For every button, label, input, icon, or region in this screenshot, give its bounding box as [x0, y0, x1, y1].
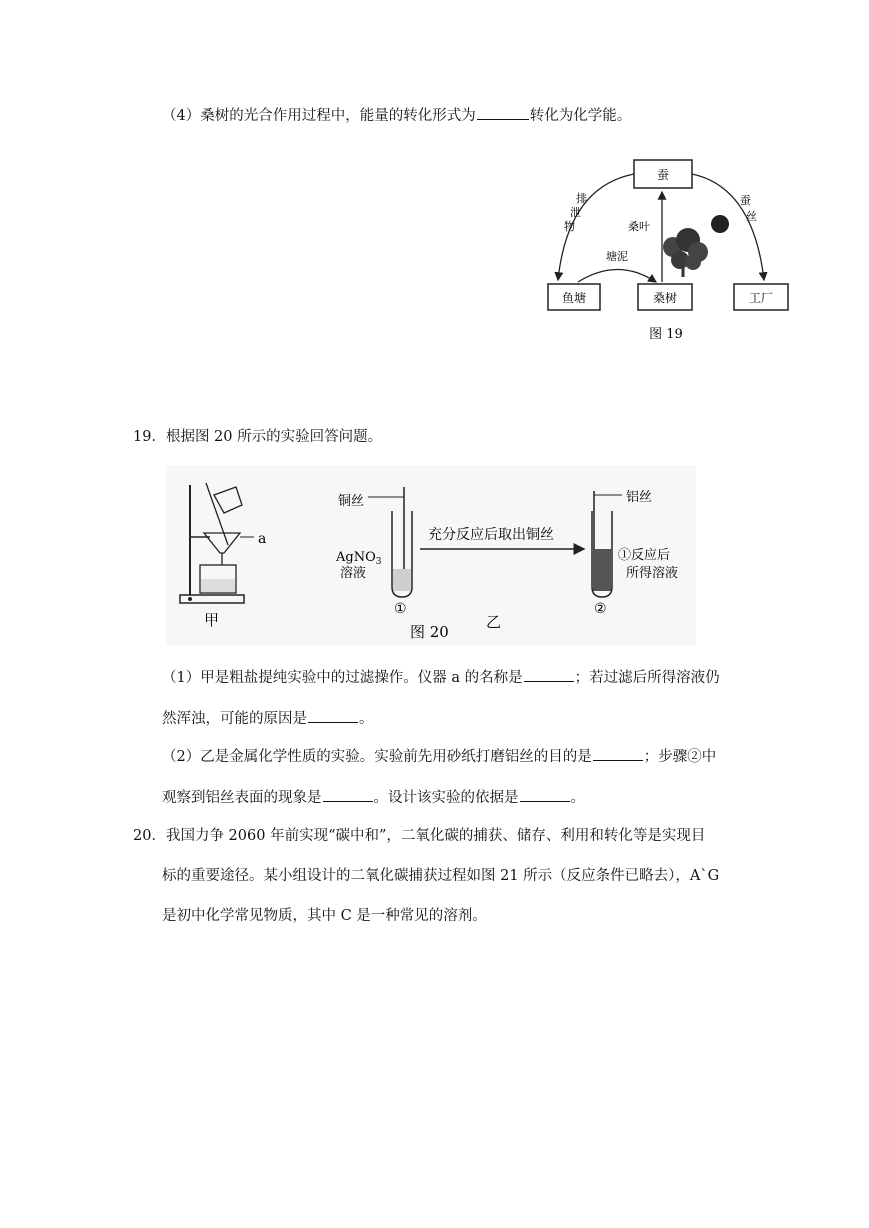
label-aluminum-wire: 铝丝	[626, 490, 653, 505]
q19-sub2-text-3: 观察到铝丝表面的现象是	[162, 790, 322, 806]
q20-line1: 20．我国力争 2060 年前实现“碳中和”，二氧化碳的捕获、储存、利用和转化等是实现目	[133, 828, 706, 844]
label-solution: 溶液	[340, 566, 367, 581]
label-jia: 甲	[204, 611, 220, 629]
q19-sub2-line1	[162, 746, 716, 767]
q19-sub1-text-3: 然浑浊，可能的原因是	[162, 711, 307, 727]
node-fishpond-label: 鱼塘	[561, 291, 587, 305]
answer-blank[interactable]	[477, 105, 529, 120]
answer-blank[interactable]	[323, 787, 373, 802]
test-tube-2-solution	[593, 549, 611, 591]
q19-sub1-line2	[162, 708, 374, 729]
label-step-1: ①	[394, 601, 407, 617]
sun-icon	[711, 215, 729, 233]
figure-20-svg	[166, 465, 696, 645]
arc-left-char-2: 泄	[570, 206, 581, 219]
q19-sub1-line1	[162, 667, 720, 688]
answer-blank[interactable]	[524, 667, 574, 682]
figure-20	[166, 465, 696, 645]
answer-blank[interactable]	[593, 746, 643, 761]
label-result-2: 所得溶液	[626, 566, 679, 581]
label-mulberry-leaf: 桑叶	[628, 220, 650, 233]
answer-blank[interactable]	[308, 708, 358, 723]
figure-19-svg	[538, 152, 798, 352]
figure-20-background	[166, 465, 696, 645]
figure-19	[538, 152, 798, 352]
q18-sub4	[162, 105, 631, 126]
label-step-2: ②	[594, 601, 607, 617]
label-process: 充分反应后取出铜丝	[428, 527, 554, 543]
q18-sub4-text: （4）桑树的光合作用过程中，能量的转化形式为	[162, 108, 476, 124]
arc-left-char-1: 排	[576, 192, 587, 205]
q20-line2: 标的重要途径。某小组设计的二氧化碳捕获过程如图 21 所示（反应条件已略去），A`G	[162, 868, 720, 884]
node-silkworm-label: 蚕	[656, 168, 670, 182]
q19-sub2-line2	[162, 787, 585, 808]
figure-19-caption: 图 19	[649, 327, 683, 342]
label-copper-wire: 铜丝	[338, 494, 365, 509]
q19-sub1-text: （1）甲是粗盐提纯实验中的过滤操作。仪器 a 的名称是	[162, 670, 523, 686]
label-result-1: ①反应后	[618, 548, 671, 563]
q19-sub1-text-4: 。	[359, 711, 374, 727]
q19-sub2-text-4: 。设计该实验的依据是	[373, 790, 519, 806]
label-agno3: AgNO$_3$	[336, 550, 382, 567]
arc-right-char-1: 蚕	[740, 194, 751, 207]
mulberry-tree-icon	[663, 228, 708, 277]
label-pond-mud: 塘泥	[606, 250, 628, 263]
test-tube-1-solution	[393, 569, 411, 591]
node-mulberry-label: 桑树	[652, 291, 678, 305]
q19-sub2-text: （2）乙是金属化学性质的实验。实验前先用砂纸打磨铝丝的目的是	[162, 749, 592, 765]
q18-sub4-text-end: 转化为化学能。	[529, 108, 632, 124]
node-factory-label: 工厂	[748, 291, 774, 305]
q19-sub2-text-2: ；步骤②中	[643, 749, 717, 765]
arc-left-char-3: 物	[564, 220, 575, 233]
q19-sub1-text-2: ；若过滤后所得溶液仍	[574, 670, 720, 686]
figure-20-caption: 图 20	[410, 623, 449, 641]
arc-right-char-2: 丝	[746, 210, 757, 223]
q20-line3: 是初中化学常见物质，其中 C 是一种常见的溶剂。	[162, 908, 487, 924]
label-yi: 乙	[486, 613, 502, 631]
label-instrument-a: a	[258, 531, 267, 547]
arrow-pond-mud	[578, 270, 656, 283]
answer-blank[interactable]	[520, 787, 570, 802]
q19-sub2-text-5: 。	[570, 790, 585, 806]
q19-stem: 19．根据图 20 所示的实验回答问题。	[133, 429, 383, 445]
